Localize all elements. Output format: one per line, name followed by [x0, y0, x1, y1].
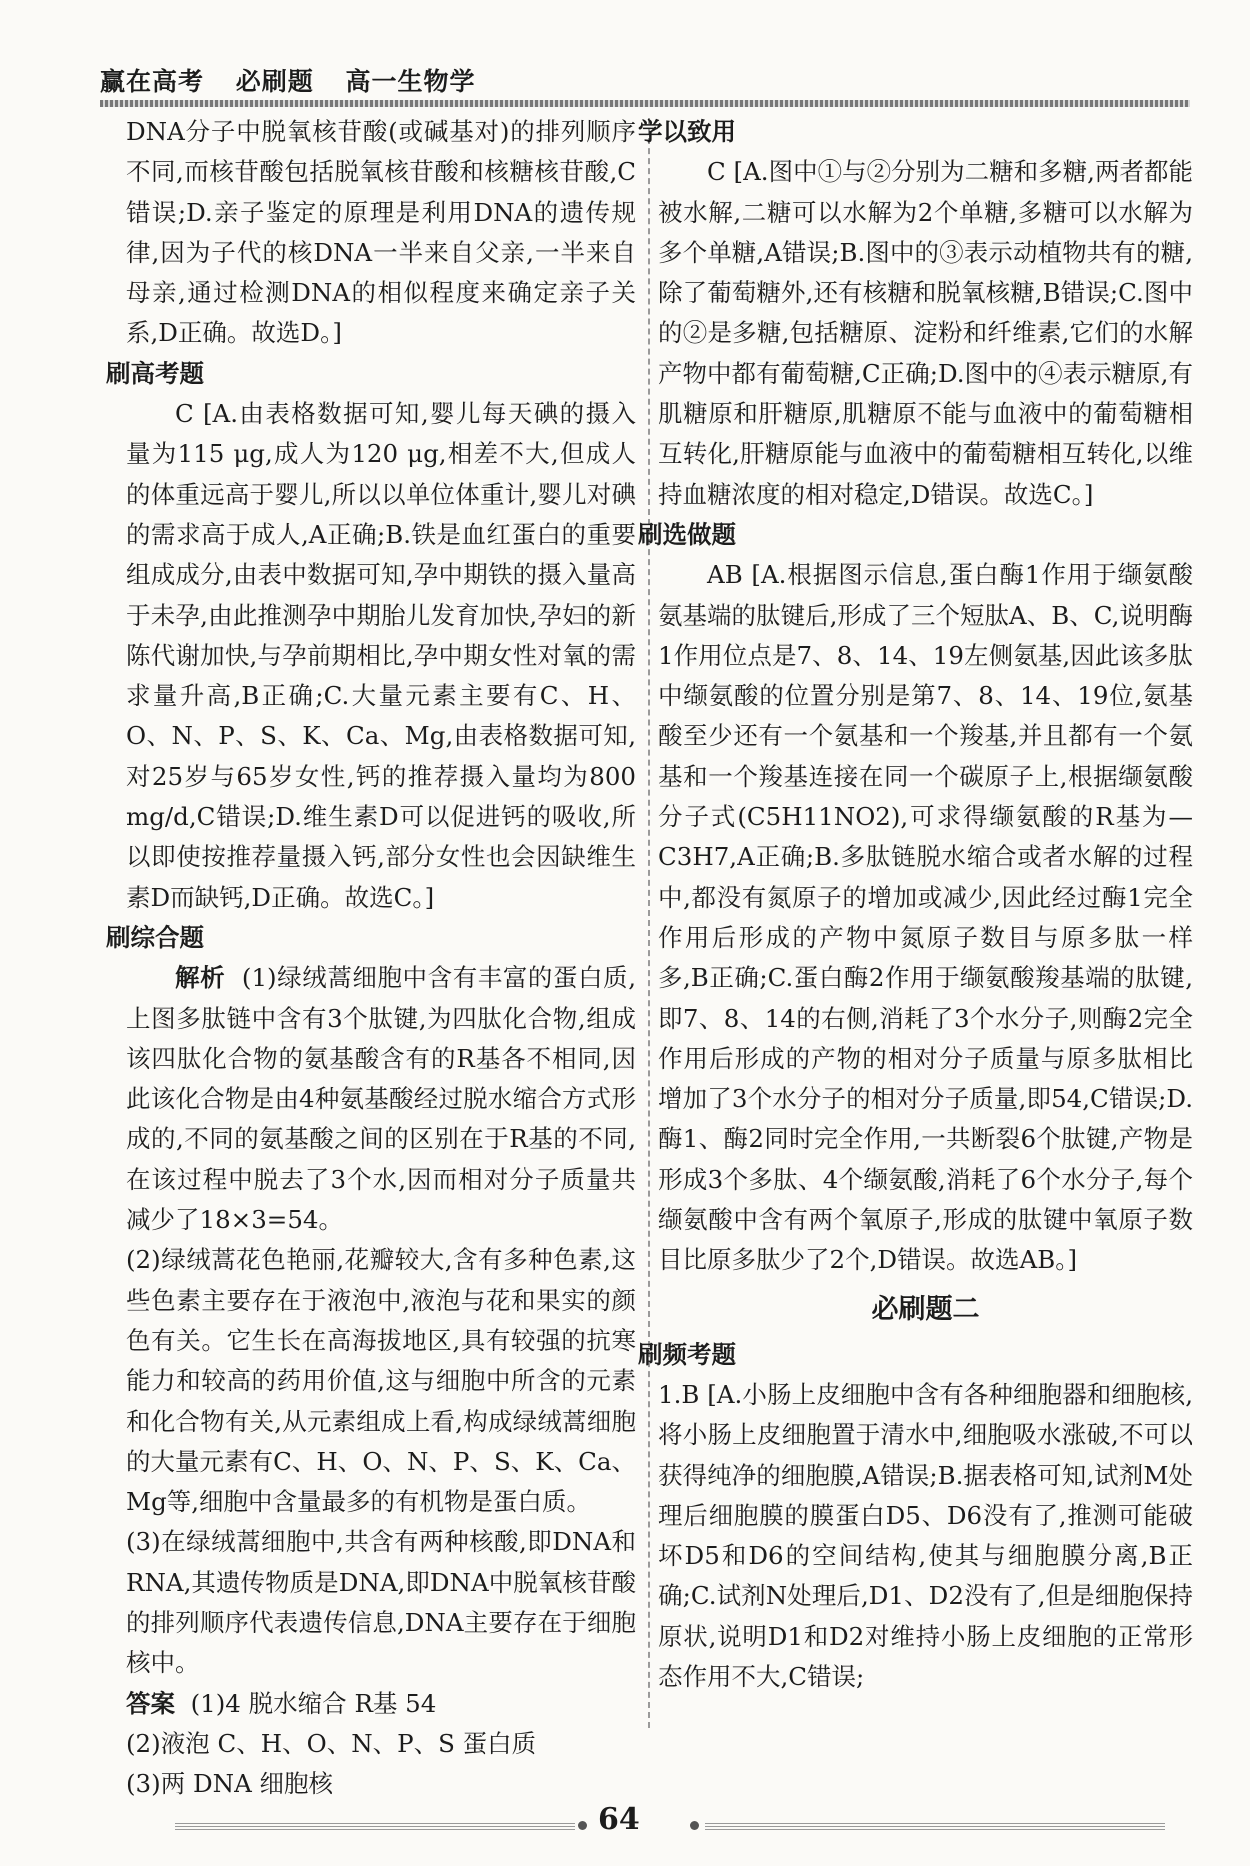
header-subject: 高一生物学	[345, 67, 476, 96]
answer-label: 答案	[126, 1688, 175, 1718]
analysis-paragraph-2: (2)绿绒蒿花色艳丽,花瓣较大,含有多种色素,这些色素主要存在于液泡中,液泡与花和果实的颜色有关。它生长在高海拔地区,具有较强的抗寒能力和较高的药用价值,这与细胞中所含的元素和化合物有关,从元素组成上看,构成绿绒蒿细胞的大量元素有C、H、O、N、P、S、K、Ca、Mg等,细胞中含量最多的有机物是蛋白质。	[126, 1245, 636, 1517]
column-divider	[648, 118, 650, 1728]
header-brand: 赢在高考	[100, 67, 205, 96]
section-text-gaokao: C [A.由表格数据可知,婴儿每天碘的摄入量为115 μg,成人为120 μg,相差不大,但成人的体重远高于婴儿,所以以单位体重计,婴儿对碘的需求高于成人,A正确;B.铁是血红蛋白的重要组成成分,由表中数据可知,孕中期铁的摄入量高于未孕,由此推测孕中期胎儿发育加快,孕妇的新陈代谢加快,与孕前期相比,孕中期女性对氧的需求量升高,B正确;C.大量元素主要有C、H、O、N、P、S、K、Ca、Mg,由表格数据可知,对25岁与65岁女性,钙的推荐摄入量均为800 mg/d,C错误;D.维生素D可以促进钙的吸收,所以即使按推荐量摄入钙,部分女性也会因缺维生素D而缺钙,D正确。故选C。]	[126, 399, 636, 912]
footer-rule-left	[175, 1822, 575, 1830]
footer-dot-right	[690, 1821, 699, 1830]
footer-rule-right	[705, 1822, 1165, 1830]
section-text-pinkao: 1.B [A.小肠上皮细胞中含有各种细胞器和细胞核,将小肠上皮细胞置于清水中,细胞吸水涨破,不可以获得纯净的细胞膜,A错误;B.据表格可知,试剂M处理后细胞膜的膜蛋白D5、D6没有了,推测可能破坏D5和D6的空间结构,使其与细胞膜分离,B正确;C.试剂N处理后,D1、D2没有了,但是细胞保持原状,说明D1和D2对维持小肠上皮细胞的正常形态作用不大,C错误;	[658, 1379, 1193, 1691]
answer-line-3: (3)两 DNA 细胞核	[126, 1769, 334, 1799]
section-title-pinkao: 刷频考题	[638, 1339, 736, 1369]
section-title-xueyi: 学以致用	[638, 117, 736, 146]
footer-dot-left	[578, 1821, 587, 1830]
section-text-xuanzuo: AB [A.根据图示信息,蛋白酶1作用于缬氨酸氨基端的肽键后,形成了三个短肽A、B、C,说明酶1作用位点是7、8、14、19左侧氨基,因此该多肽中缬氨酸的位置分别是第7、8、14、19位,氨基酸至少还有一个氨基和一个羧基,并且都有一个氨基和一个羧基连接在同一个碳原子上,根据缬氨酸分子式(C5H11NO2),可求得缬氨酸的R基为—C3H7,A正确;B.多肽链脱水缩合或者水解的过程中,都没有氮原子的增加或减少,因此经过酶1完全作用后形成的产物中氮原子数目与原多肽一样多,B正确;C.蛋白酶2作用于缬氨酸羧基端的肽键,即7、8、14的右侧,消耗了3个水分子,则酶2完全作用后形成的产物的相对分子质量与原多肽相比增加了3个水分子的相对分子质量,即54,C错误;D.酶1、酶2同时完全作用,一共断裂6个肽键,产物是形成3个多肽、4个缬氨酸,消耗了6个水分子,每个缬氨酸中含有两个氧原子,形成的肽键中氧原子数目比原多肽少了2个,D错误。故选AB。]	[658, 560, 1193, 1275]
analysis-paragraph-1	[126, 958, 636, 1240]
page-header	[100, 62, 497, 98]
right-column	[638, 112, 1193, 1697]
analysis-label: 解析	[175, 963, 226, 993]
page-number: 64	[598, 1802, 640, 1837]
section-title-gaokao: 刷高考题	[106, 358, 204, 388]
answer-line-1	[126, 1684, 636, 1724]
part-title: 必刷题二	[871, 1293, 980, 1325]
header-series: 必刷题	[235, 67, 314, 96]
left-column	[106, 112, 637, 1804]
left-intro-text: DNA分子中脱氧核苷酸(或碱基对)的排列顺序不同,而核苷酸包括脱氧核苷酸和核糖核苷酸,C错误;D.亲子鉴定的原理是利用DNA的遗传规律,因为子代的核DNA一半来自父亲,一半来自母亲,通过检测DNA的相似程度来确定亲子关系,D正确。故选D。]	[126, 117, 636, 348]
section-title-zonghe: 刷综合题	[106, 922, 204, 952]
answer-line-2: (2)液泡 C、H、O、N、P、S 蛋白质	[126, 1728, 537, 1758]
analysis-paragraph-3: (3)在绿绒蒿细胞中,共含有两种核酸,即DNA和RNA,其遗传物质是DNA,即DNA中脱氧核苷酸的排列顺序代表遗传信息,DNA主要存在于细胞核中。	[126, 1527, 636, 1678]
section-title-xuanzuo: 刷选做题	[638, 519, 736, 549]
analysis-text-1: (1)绿绒蒿细胞中含有丰富的蛋白质,上图多肽链中含有3个肽键,为四肽化合物,组成该四肽化合物的氨基酸含有的R基各不相同,因此该化合物是由4种氨基酸经过脱水缩合方式形成的,不同的氨基酸之间的区别在于R基的不同,在该过程中脱去了3个水,因而相对分子质量共减少了18×3=54。	[126, 963, 637, 1235]
answer-text-1: (1)4 脱水缩合 R基 54	[190, 1688, 437, 1718]
header-rule	[100, 100, 1190, 107]
section-text-xueyi: C [A.图中①与②分别为二糖和多糖,两者都能被水解,二糖可以水解为2个单糖,多糖可以水解为多个单糖,A错误;B.图中的③表示动植物共有的糖,除了葡萄糖外,还有核糖和脱氧核糖,B错误;C.图中的②是多糖,包括糖原、淀粉和纤维素,它们的水解产物中都有葡萄糖,C正确;D.图中的④表示糖原,有肌糖原和肝糖原,肌糖原不能与血液中的葡萄糖相互转化,肝糖原能与血液中的葡萄糖相互转化,以维持血糖浓度的相对稳定,D错误。故选C。]	[658, 157, 1193, 509]
